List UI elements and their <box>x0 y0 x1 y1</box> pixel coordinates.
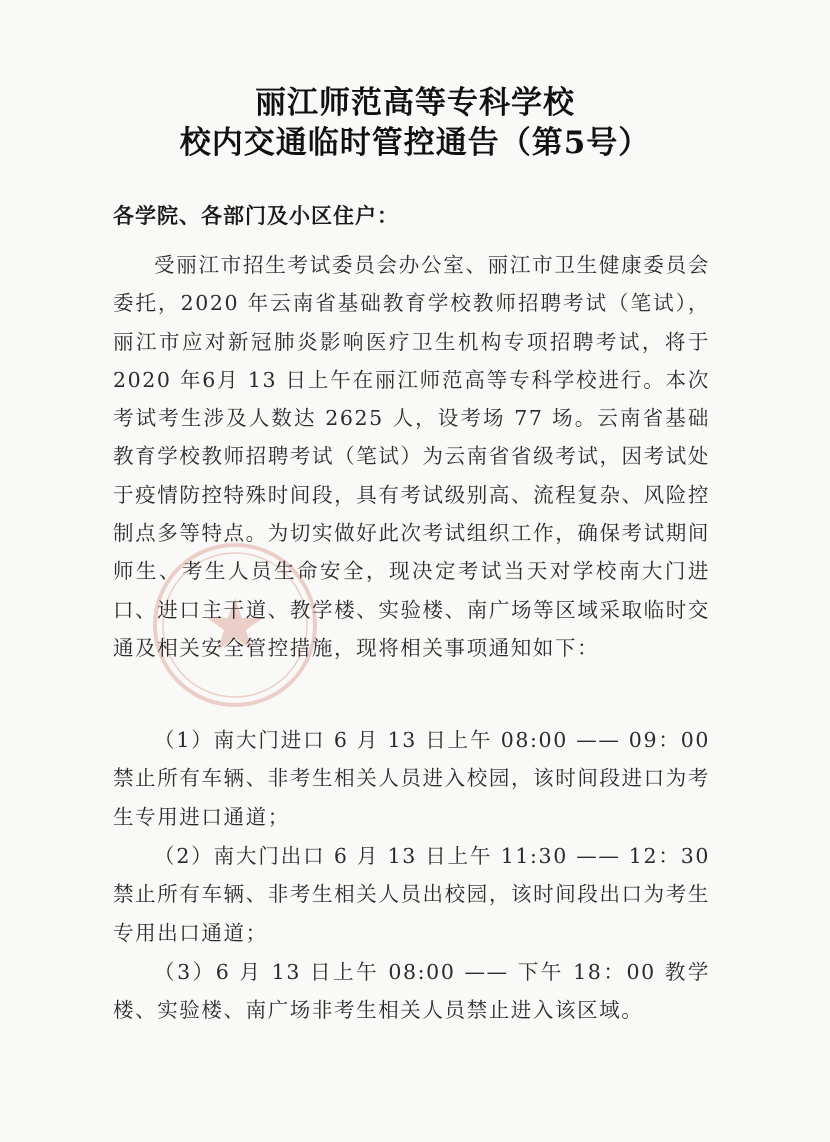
body-paragraph-item-1: （1）南大门进口 6 月 13 日上午 08:00 —— 09：00 禁止所有车辆、非考生相关人员进入校园，该时间段进口为考生专用进口通道； <box>113 728 710 829</box>
salutation: 各学院、各部门及小区住户： <box>113 204 399 228</box>
body-paragraph-item-3: （3）6 月 13 日上午 08:00 —— 下午 18：00 教学楼、实验楼、南广场非考生相关人员禁止进入该区域。 <box>113 960 710 1023</box>
document-title-line1: 丽江师范高等专科学校 <box>255 85 575 121</box>
body-paragraph-intro: 受丽江市招生考试委员会办公室、丽江市卫生健康委员会委托，2020 年云南省基础教育学校教师招聘考试（笔试），丽江市应对新冠肺炎影响医疗卫生机构专项招聘考试，将于 2020 年6月 13 日上午在丽江师范高等专科学校进行。本次考试考生涉及人数达 2625 人，设考场 77 场。云南省基础教育学校教师招聘考试（笔试）为云南省省级考试，因考试处于疫情防控特殊时间段，具有考试级别高、流程复杂、风险控制点多等特点。为切实做好此次考试组织工作，确保考试期间师生、考生人员生命安全，现决定考试当天对学校南大门进口、进口主干道、教学楼、实验楼、南广场等区域采取临时交通及相关安全管控措施，现将相关事项通知如下： <box>113 253 710 660</box>
body-paragraph-item-2: （2）南大门出口 6 月 13 日上午 11:30 —— 12：30 禁止所有车辆、非考生相关人员出校园，该时间段出口为考生专用出口通道； <box>113 844 710 945</box>
document-title-line2: 校内交通临时管控通告（第5号） <box>179 125 651 161</box>
